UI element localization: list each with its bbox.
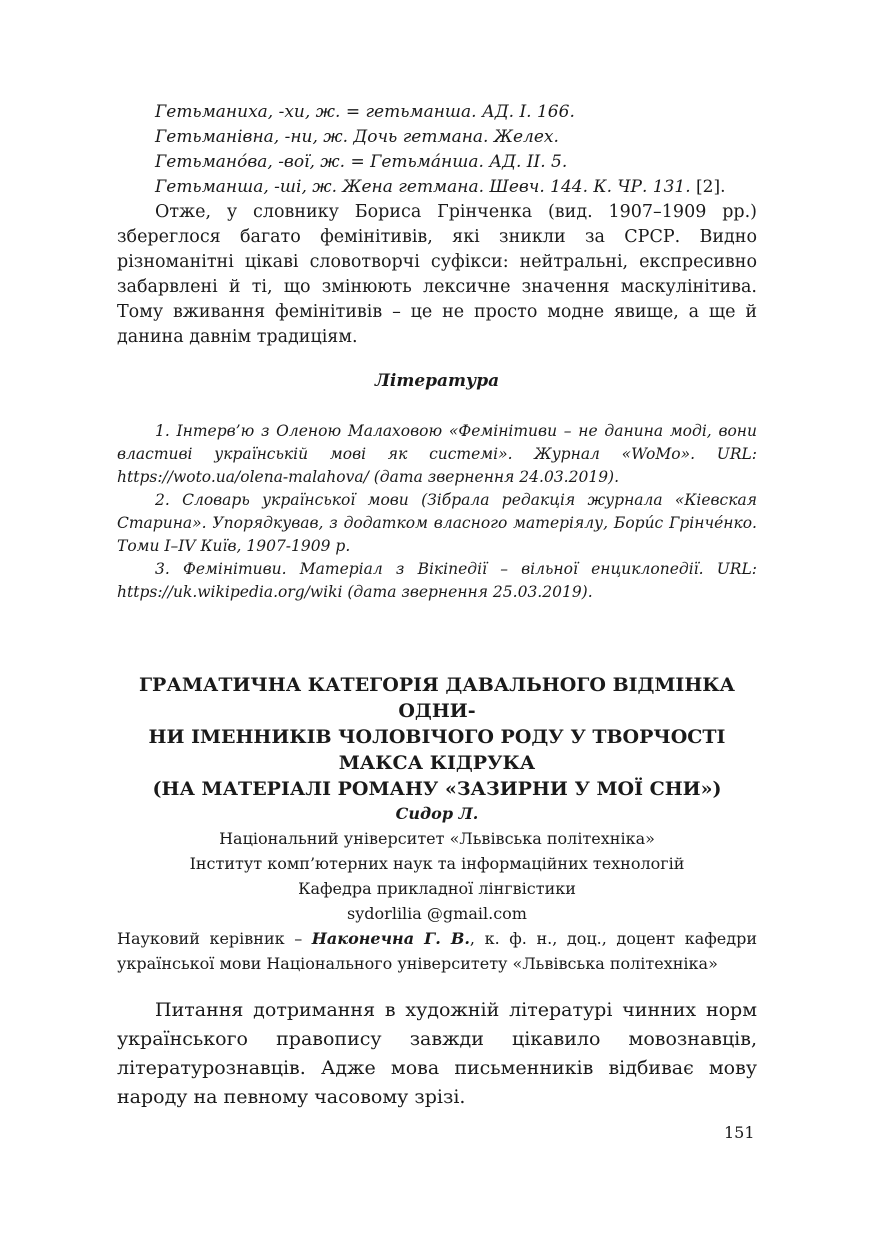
author-email: sydorlilia @gmail.com <box>347 904 527 923</box>
reference-item: 1. Інтерв’ю з Оленою Малаховою «Фемінітиви – не данина моді, вони властиві українській мові як системі». Журнал «WoMo». URL: https://woto.ua/olena-malahova/ (дата звернення 24.03.2019). <box>117 422 757 486</box>
article-title-line: НИ ІМЕННИКІВ ЧОЛОВІЧОГО РОДУ У ТВОРЧОСТІ <box>148 726 726 748</box>
literature-heading-wrap <box>117 369 757 394</box>
article-title-line: ГРАМАТИЧНА КАТЕГОРІЯ ДАВАЛЬНОГО ВІДМІНКА ОДНИ- <box>138 674 736 722</box>
advisor-info <box>117 926 757 976</box>
article-body <box>117 996 757 1112</box>
reference-item: 3. Фемінітиви. Матеріал з Вікіпедії – вільної енциклопедії. URL: https://uk.wikipedia.org/wiki (дата звернення 25.03.2019). <box>117 560 757 601</box>
advisor-details: , к. ф. н., доц., доцент кафедри української мови Національного університету «Львівська політехніка» <box>117 929 758 973</box>
dictionary-entry: Гетьманиха, -хи, ж. = гетьманша. АД. І. 166. <box>155 102 575 122</box>
advisor-prefix: Науковий керівник – <box>117 929 312 948</box>
author-university: Національний університет «Львівська політехніка» <box>219 829 655 848</box>
literature-title: Література <box>374 371 500 391</box>
author-info <box>117 801 757 926</box>
article-title <box>117 672 757 802</box>
dictionary-entry: Гетьмано́ва, -вої, ж. = Гетьма́нша. АД. ІІ. 5. <box>155 152 568 172</box>
conclusion-section <box>117 200 757 350</box>
article-title-line: МАКСА КІДРУКА <box>338 752 536 774</box>
author-institute: Інститут комп’ютерних наук та інформаційних технологій <box>189 854 685 873</box>
reference-list <box>117 420 757 604</box>
dictionary-entry: Гетьманша, -ші, ж. Жена гетмана. Шевч. 144. К. ЧР. 131. [2]. <box>155 177 726 197</box>
article-title-line: (НА МАТЕРІАЛІ РОМАНУ «ЗАЗИРНИ У МОЇ СНИ») <box>152 778 722 800</box>
body-paragraph: Питання дотримання в художній літературі чинних норм українського правопису завжди цікавило мовознавців, літературознавців. Адже мова письменників відбиває мову народу на певному часовому зрізі. <box>117 999 757 1108</box>
advisor-name: Наконечна Г. В. <box>311 929 470 948</box>
author-department: Кафедра прикладної лінгвістики <box>298 879 576 898</box>
page-number: 151 <box>724 1123 755 1142</box>
conclusion-paragraph: Отже, у словнику Бориса Грінченка (вид. 1907–1909 рр.) збереглося багато фемінітивів, які зникли за СРСР. Видно різноманітні цікаві словотворчі суфікси: нейтральні, експресивно забарвлені й ті, що змінюють лексичне значення маскулінітива. Тому вживання фемінітивів – це не просто модне явище, а ще й данина давнім традиціям. <box>117 202 757 347</box>
dictionary-entry: Гетьманівна, -ни, ж. Дочь гетмана. Желех. <box>155 127 559 147</box>
reference-item: 2. Словарь української мови (Зібрала редакція журнала «Кіевская Старина». Упорядкував, з додатком власного матеріялу, Бори́с Грінче́нко. Томи І–ІV Київ, 1907-1909 р. <box>117 491 757 555</box>
dictionary-entries <box>117 100 757 200</box>
author-name: Сидор Л. <box>395 804 479 823</box>
